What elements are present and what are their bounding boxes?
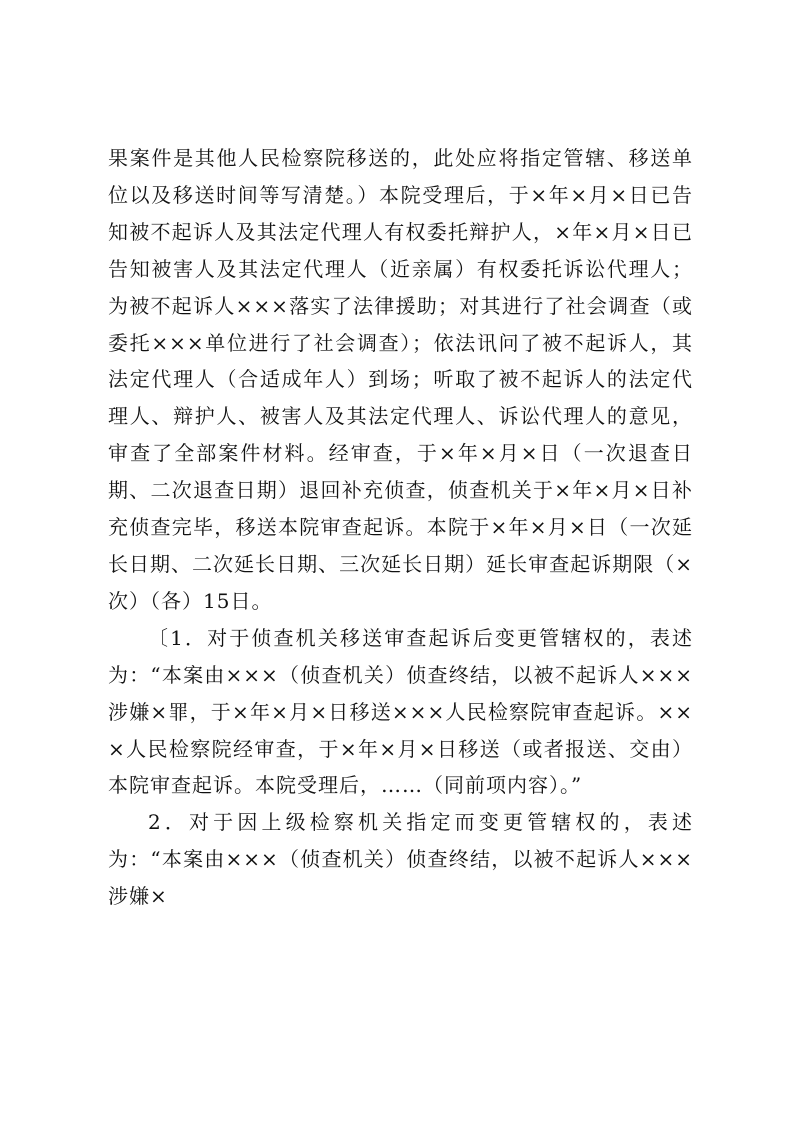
document-body xyxy=(108,140,693,915)
paragraph-note-jurisdiction-change: 〔1．对于侦查机关移送审查起诉后变更管辖权的，表述为：“本案由×××（侦查机关）侦查终结，以被不起诉人×××涉嫌×罪，于×年×月×日移送×××人民检察院审查起诉。×××人民检察院经审查，于×年×月×日移送（或者报送、交由）本院审查起诉。本院受理后，……（同前项内容）。” xyxy=(108,625,693,798)
paragraph-note-designated-jurisdiction: 2．对于因上级检察机关指定而变更管辖权的，表述为：“本案由×××（侦查机关）侦查终结，以被不起诉人×××涉嫌× xyxy=(108,810,693,909)
paragraph-case-acceptance: 果案件是其他人民检察院移送的，此处应将指定管辖、移送单位以及移送时间等写清楚。）本院受理后，于×年×月×日已告知被不起诉人及其法定代理人有权委托辩护人，×年×月×日已告知被害人及其法定代理人（近亲属）有权委托诉讼代理人；为被不起诉人×××落实了法律援助；对其进行了社会调查（或委托×××单位进行了社会调查）；依法讯问了被不起诉人，其法定代理人（合适成年人）到场；听取了被不起诉人的法定代理人、辩护人、被害人及其法定代理人、诉讼代理人的意见，审查了全部案件材料。经审查，于×年×月×日（一次退查日期、二次退查日期）退回补充侦查，侦查机关于×年×月×日补充侦查完毕，移送本院审查起诉。本院于×年×月×日（一次延长日期、二次延长日期、三次延长日期）延长审查起诉期限（×次）（各）15日。 xyxy=(108,146,693,613)
